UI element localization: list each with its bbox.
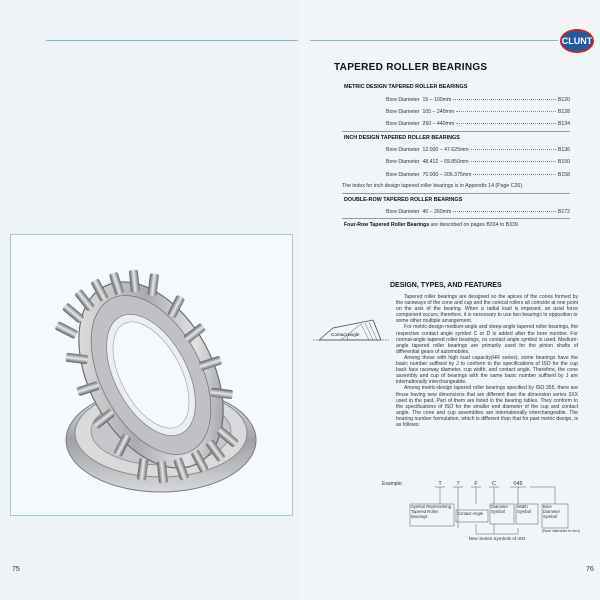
bearing-number-example [380, 476, 585, 546]
clunt-logo [560, 26, 594, 54]
section-divider [342, 193, 570, 194]
header-rule [46, 40, 298, 41]
box-contact-angle: Contact Angle [457, 512, 484, 516]
paragraph: Tapered roller bearings are designed so the apices of the cones formed by the raceways of the cone and cup and the conical rollers all coincide at one point on the axis of the bearing. When a radial load is imposed, an axial force component occurs; therefore, it is necessary to use two bearings in opposition or some other multiple arrangement. [396, 294, 578, 325]
contact-angle-label: Contact angle [331, 332, 360, 337]
page-number-left: 75 [12, 566, 20, 573]
paragraph: For metric-design medium-angle and steep-angle tapered roller bearings, the respective contact angle symbol C or D is added after the bore number. For normal-angle tapered roller bearings, no contact angle symbol is used. Medium-angle tapered roller bearings are primarily used for the pinion shafts of differential gears of automobiles. [396, 324, 578, 355]
header-rule-right [310, 40, 558, 41]
symbol-T: T [438, 481, 442, 487]
symbol-F: F [474, 481, 478, 487]
iso-footer: New Series Symbols of ISO [468, 536, 526, 541]
box-bore-diameter: Bore Diameter Symbol [543, 505, 560, 519]
tapered-roller-bearing-image [11, 235, 293, 516]
index-row: Bore Diameter 105 – 240mm B128 [386, 109, 570, 115]
section-heading-metric: METRIC DESIGN TAPERED ROLLER BEARINGS [344, 84, 468, 90]
contact-angle-diagram [311, 310, 391, 350]
index-row: Bore Diameter 70.000 – 206.375mm B158 [386, 172, 570, 178]
four-row-rest: are described on pages B334 to B339. [429, 222, 520, 228]
section-divider [342, 218, 570, 219]
box-width-symbol: Width Symbol [517, 505, 531, 514]
section-heading-inch: INCH DESIGN TAPERED ROLLER BEARINGS [344, 135, 460, 141]
paragraph: Among metric-design tapered roller bearings specified by ISO 355, there are those having new dimensions that are different than the dimension series 3XX used in the past. Part of them are listed in the bearing tables. They conform to the specifications of ISO for the smaller end diameter of the cup and contact angle. The cone and cup assemblies are internationally interchangeable. The bearing number formulation, which is different than that for past metric design, is as follows: [396, 385, 578, 428]
symbol-045: 045 [513, 481, 523, 487]
bearing-photo [10, 234, 293, 516]
symbol-C: C [492, 481, 496, 487]
box-symbol-tapered: Symbol Representing Tapered Roller Bearings [411, 505, 452, 519]
design-section-title: DESIGN, TYPES, AND FEATURES [390, 282, 502, 289]
bore-note: (Bore diameter in mm) [542, 529, 580, 533]
box-diameter-symbol: Diameter Symbol [491, 505, 508, 514]
symbol-7: 7 [456, 481, 460, 487]
index-row: Bore Diameter 260 – 440mm B134 [386, 121, 570, 127]
section-divider [342, 131, 570, 132]
logo-text: CLUNT [561, 36, 593, 46]
index-row: Bore Diameter 48.412 – 69.850mm B150 [386, 159, 570, 165]
paragraph: Among those with high load capacity(HR series), some bearings have the basic number suffixed by J to conform to the specifications of ISO for the cup back face raceway diameter, cup width, and contact angle. Therefore, the cone assembly and cup of bearings with the same basic number suffixed by J are internationally interchangeable. [396, 354, 578, 386]
inch-index-note: The index for inch design tapered roller bearings is in Appendix 14 (Page C26). [342, 183, 524, 189]
index-row: Bore Diameter 40 – 260mm B172 [386, 209, 570, 215]
four-row-bold: Four-Row Tapered Roller Bearings [344, 222, 430, 228]
page-number-right: 76 [586, 566, 594, 573]
four-row-note [344, 222, 519, 228]
example-label: Example: [382, 481, 403, 487]
section-heading-double-row: DOUBLE-ROW TAPERED ROLLER BEARINGS [344, 197, 463, 203]
design-body-text [396, 294, 578, 428]
index-row: Bore Diameter 12.000 – 47.625mm B136 [386, 147, 570, 153]
index-row: Bore Diameter 15 – 100mm B120 [386, 97, 570, 103]
page-title: TAPERED ROLLER BEARINGS [334, 62, 488, 73]
